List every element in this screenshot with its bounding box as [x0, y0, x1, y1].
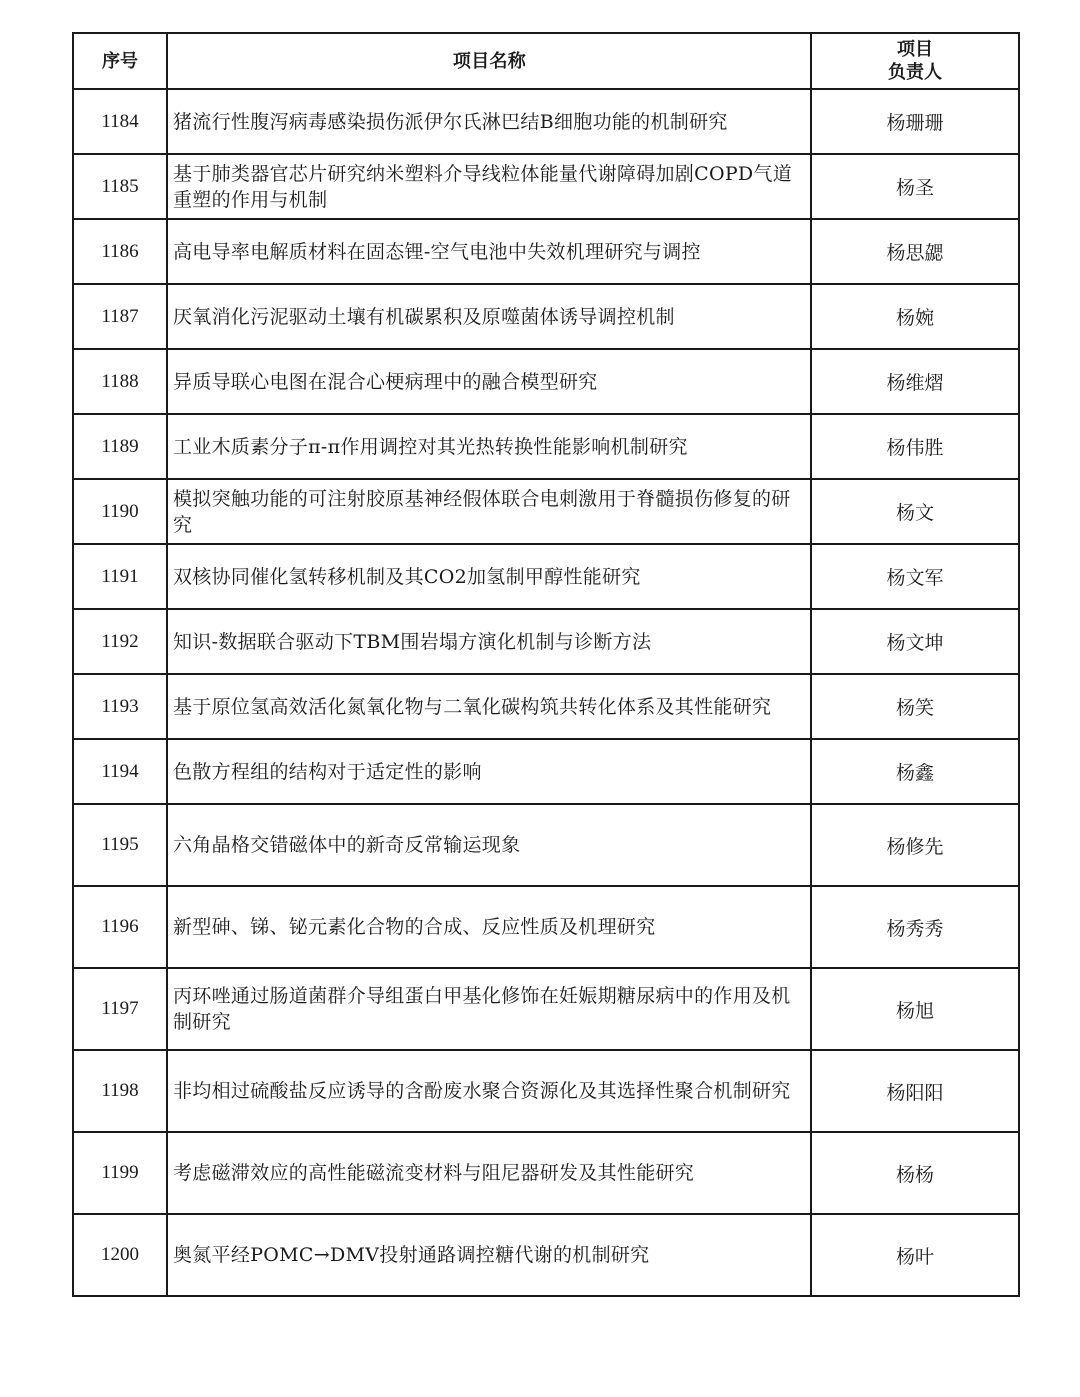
row-name: 知识-数据联合驱动下TBM围岩塌方演化机制与诊断方法	[167, 609, 811, 674]
project-table	[72, 32, 1020, 1297]
row-leader: 杨修先	[811, 804, 1019, 886]
row-name: 异质导联心电图在混合心梗病理中的融合模型研究	[167, 349, 811, 414]
table-row	[73, 1132, 1019, 1214]
row-no: 1189	[73, 414, 167, 479]
row-name: 六角晶格交错磁体中的新奇反常输运现象	[167, 804, 811, 886]
row-name: 工业木质素分子π-π作用调控对其光热转换性能影响机制研究	[167, 414, 811, 479]
table-row	[73, 804, 1019, 886]
table-row	[73, 1214, 1019, 1296]
row-name: 基于肺类器官芯片研究纳米塑料介导线粒体能量代谢障碍加剧COPD气道重塑的作用与机制	[167, 154, 811, 219]
row-name: 厌氧消化污泥驱动土壤有机碳累积及原噬菌体诱导调控机制	[167, 284, 811, 349]
row-leader: 杨文	[811, 479, 1019, 544]
row-leader: 杨鑫	[811, 739, 1019, 804]
header-leader-line1: 项目	[897, 39, 933, 60]
header-leader-line2: 负责人	[888, 62, 942, 83]
table-row	[73, 349, 1019, 414]
row-leader: 杨珊珊	[811, 89, 1019, 154]
row-no: 1194	[73, 739, 167, 804]
row-no: 1195	[73, 804, 167, 886]
row-name: 双核协同催化氢转移机制及其CO2加氢制甲醇性能研究	[167, 544, 811, 609]
row-leader: 杨圣	[811, 154, 1019, 219]
row-name: 模拟突触功能的可注射胶原基神经假体联合电刺激用于脊髓损伤修复的研究	[167, 479, 811, 544]
row-name: 考虑磁滞效应的高性能磁流变材料与阻尼器研发及其性能研究	[167, 1132, 811, 1214]
row-no: 1198	[73, 1050, 167, 1132]
row-leader: 杨杨	[811, 1132, 1019, 1214]
row-no: 1188	[73, 349, 167, 414]
table-row	[73, 609, 1019, 674]
row-name: 基于原位氢高效活化氮氧化物与二氧化碳构筑共转化体系及其性能研究	[167, 674, 811, 739]
table-row	[73, 674, 1019, 739]
header-name: 项目名称	[167, 33, 811, 89]
table-row	[73, 219, 1019, 284]
row-name: 高电导率电解质材料在固态锂-空气电池中失效机理研究与调控	[167, 219, 811, 284]
row-leader: 杨文坤	[811, 609, 1019, 674]
row-no: 1184	[73, 89, 167, 154]
row-leader: 杨婉	[811, 284, 1019, 349]
table-row	[73, 544, 1019, 609]
row-name: 奥氮平经POMC→DMV投射通路调控糖代谢的机制研究	[167, 1214, 811, 1296]
row-no: 1186	[73, 219, 167, 284]
table-row	[73, 479, 1019, 544]
row-no: 1200	[73, 1214, 167, 1296]
row-leader: 杨维熠	[811, 349, 1019, 414]
row-name: 非均相过硫酸盐反应诱导的含酚废水聚合资源化及其选择性聚合机制研究	[167, 1050, 811, 1132]
row-name: 丙环唑通过肠道菌群介导组蛋白甲基化修饰在妊娠期糖尿病中的作用及机制研究	[167, 968, 811, 1050]
row-no: 1190	[73, 479, 167, 544]
row-leader: 杨旭	[811, 968, 1019, 1050]
table-row	[73, 886, 1019, 968]
row-no: 1191	[73, 544, 167, 609]
row-name: 新型砷、锑、铋元素化合物的合成、反应性质及机理研究	[167, 886, 811, 968]
row-leader: 杨文军	[811, 544, 1019, 609]
table-row	[73, 414, 1019, 479]
row-no: 1197	[73, 968, 167, 1050]
row-name: 猪流行性腹泻病毒感染损伤派伊尔氏淋巴结B细胞功能的机制研究	[167, 89, 811, 154]
row-leader: 杨叶	[811, 1214, 1019, 1296]
row-leader: 杨笑	[811, 674, 1019, 739]
table-header-row	[73, 33, 1019, 89]
table-row	[73, 154, 1019, 219]
row-no: 1199	[73, 1132, 167, 1214]
row-no: 1187	[73, 284, 167, 349]
row-no: 1192	[73, 609, 167, 674]
row-leader: 杨伟胜	[811, 414, 1019, 479]
row-leader: 杨秀秀	[811, 886, 1019, 968]
row-leader: 杨阳阳	[811, 1050, 1019, 1132]
row-no: 1193	[73, 674, 167, 739]
table-row	[73, 1050, 1019, 1132]
table-row	[73, 739, 1019, 804]
table-row	[73, 284, 1019, 349]
table-row	[73, 89, 1019, 154]
table-row	[73, 968, 1019, 1050]
row-name: 色散方程组的结构对于适定性的影响	[167, 739, 811, 804]
row-no: 1185	[73, 154, 167, 219]
row-leader: 杨思勰	[811, 219, 1019, 284]
row-no: 1196	[73, 886, 167, 968]
header-leader	[811, 33, 1019, 89]
header-no: 序号	[73, 33, 167, 89]
